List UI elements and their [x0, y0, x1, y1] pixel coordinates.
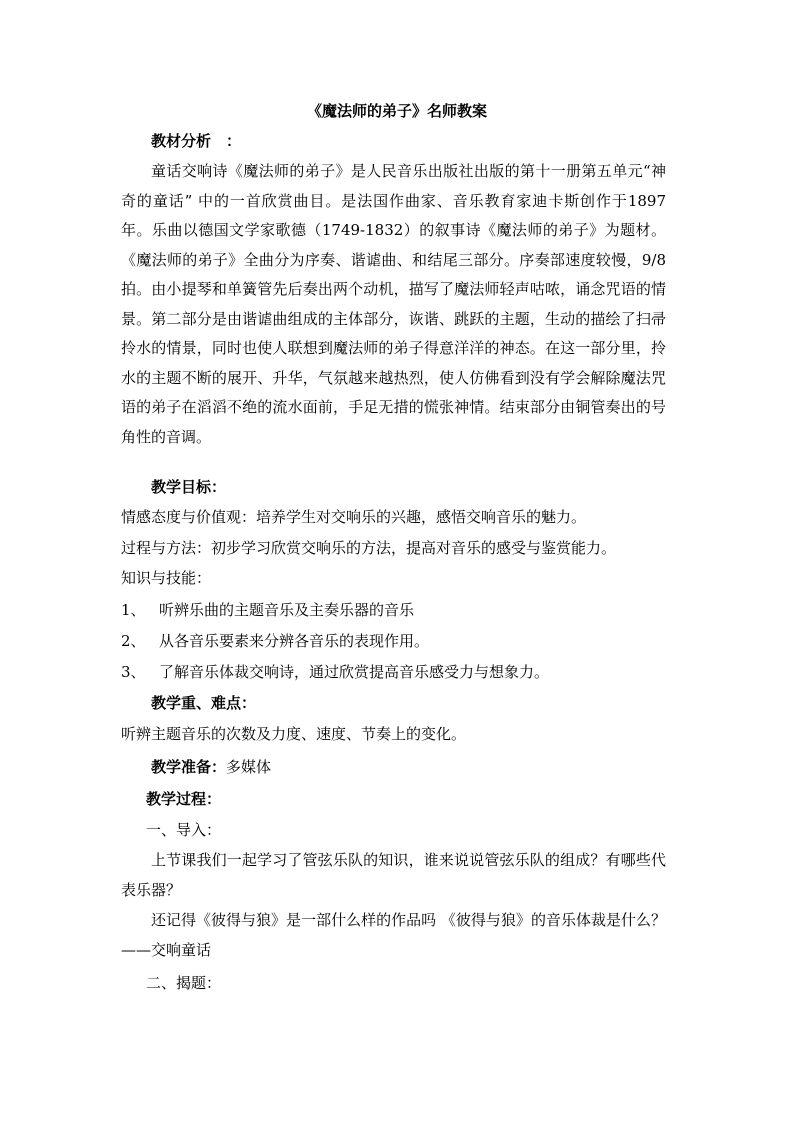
list-item-number: 3、 [121, 663, 146, 681]
intro-heading: 一、导入： [146, 821, 222, 839]
page-title: 《魔法师的弟子》名师教案 [306, 102, 487, 120]
list-item-text: 了解音乐体裁交响诗，通过欣赏提高音乐感受力与想象力。 [159, 663, 550, 681]
list-item [121, 630, 429, 652]
keypoints-heading: 教学重、难点： [151, 694, 257, 712]
process-heading: 教学过程： [146, 790, 222, 808]
list-item-text: 从各音乐要素来分辨各音乐的表现作用。 [159, 632, 430, 650]
keypoints-body: 听辨主题音乐的次数及力度、速度、节奏上的变化。 [121, 725, 467, 743]
analysis-heading: 教材分析 ： [151, 132, 242, 150]
goal-knowledge: 知识与技能： [121, 569, 212, 587]
prep-heading: 教学准备： [151, 758, 227, 776]
list-item [121, 661, 549, 683]
goal-process: 过程与方法：初步学习欣赏交响乐的方法，提高对音乐的感受与鉴赏能力。 [121, 539, 617, 557]
prep-line [151, 756, 271, 778]
goal-emotion: 情感态度与价值观：培养学生对交响乐的兴趣，感悟交响音乐的魅力。 [121, 508, 587, 526]
intro-paragraph-2: 还记得《彼得与狼》是一部什么样的作品吗 《彼得与狼》的音乐体裁是什么？——交响童话 [121, 911, 666, 959]
goals-heading: 教学目标： [151, 478, 227, 496]
prep-value: 多媒体 [226, 758, 272, 776]
intro-paragraph-1: 上节课我们一起学习了管弦乐队的知识，谁来说说管弦乐队的组成？有哪些代表乐器？ [121, 851, 666, 899]
list-item-number: 2、 [121, 632, 146, 650]
topic-heading: 二、揭题： [146, 974, 222, 992]
list-item [121, 599, 414, 621]
list-item-text: 听辨乐曲的主题音乐及主奏乐器的音乐 [159, 601, 415, 619]
analysis-paragraph: 童话交响诗《魔法师的弟子》是人民音乐出版社出版的第十一册第五单元“神奇的童话” 中的一首欣赏曲目。是法国作曲家、音乐教育家迪卡斯创作于1897年。乐曲以德国文学家歌德（1749-1832）的叙事诗《魔法师的弟子》为题材。《魔法师的弟子》全曲分为序奏、谐谑曲、和结尾三部分。序奏部速度较慢，9/8拍。由小提琴和单簧管先后奏出两个动机，描写了魔法师轻声咕哝，诵念咒语的情景。第二部分是由谐谑曲组成的主体部分，诙谐、跳跃的主题，生动的描绘了扫帚拎水的情景，同时也使人联想到魔法师的弟子得意洋洋的神态。在这一部分里，拎水的主题不断的展开、升华，气氛越来越热烈，使人仿佛看到没有学会解除魔法咒语的弟子在滔滔不绝的流水面前，手足无措的慌张神情。结束部分由铜管奏出的号角性的音调。 [121, 162, 666, 446]
list-item-number: 1、 [121, 601, 146, 619]
